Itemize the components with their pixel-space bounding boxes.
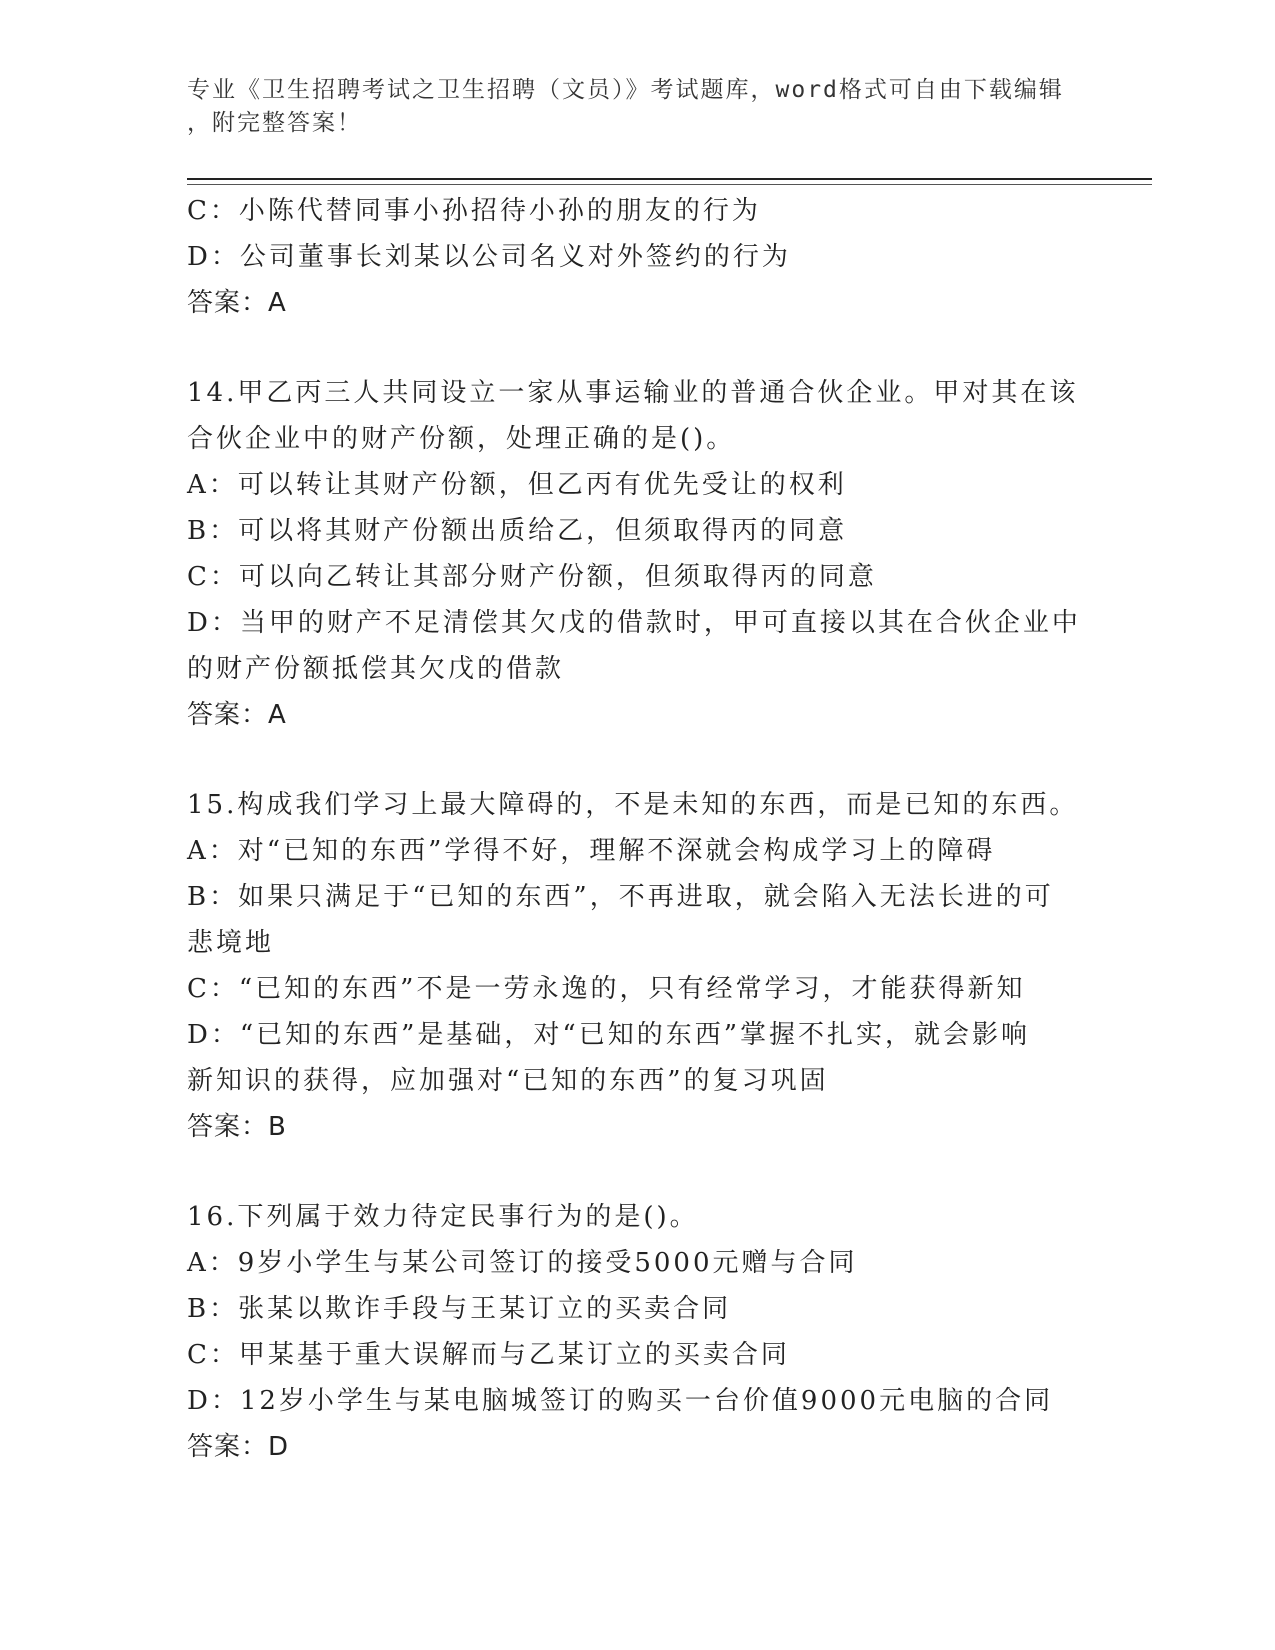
- q16-option-a: A：9岁小学生与某公司签订的接受5000元赠与合同: [187, 1248, 858, 1278]
- q16-stem-line-1: 16.下列属于效力待定民事行为的是()。: [187, 1202, 699, 1232]
- q14-answer: 答案：A: [187, 700, 287, 730]
- q13-option-d: D：公司董事长刘某以公司名义对外签约的行为: [187, 242, 791, 272]
- q15-stem-line-1: 15.构成我们学习上最大障碍的，不是未知的东西，而是已知的东西。: [187, 790, 1079, 820]
- q14-option-d: D：当甲的财产不足清偿其欠戊的借款时，甲可直接以其在合伙企业中: [187, 608, 1081, 638]
- q14-stem-line-2: 合伙企业中的财产份额，处理正确的是()。: [187, 424, 736, 454]
- header-rule-thick: [187, 178, 1152, 180]
- header-rule-thin: [187, 184, 1152, 185]
- q16-option-b: B：张某以欺诈手段与王某订立的买卖合同: [187, 1294, 732, 1324]
- q15-option-b: B：如果只满足于“已知的东西”，不再进取，就会陷入无法长进的可: [187, 882, 1054, 912]
- q15-option-d-cont: 新知识的获得，应加强对“已知的东西”的复习巩固: [187, 1066, 829, 1096]
- q14-option-d-cont: 的财产份额抵偿其欠戊的借款: [187, 654, 565, 684]
- question-list: [187, 188, 1087, 1470]
- document-header: [187, 74, 1067, 140]
- q15-option-c: C：“已知的东西”不是一劳永逸的，只有经常学习，才能获得新知: [187, 974, 1026, 1004]
- question-13-tail: [187, 188, 1087, 326]
- q15-option-b-cont: 悲境地: [187, 928, 275, 958]
- q15-option-d: D：“已知的东西”是基础，对“已知的东西”掌握不扎实，就会影响: [187, 1020, 1031, 1050]
- q15-answer: 答案：B: [187, 1112, 287, 1142]
- question-15: [187, 782, 1087, 1150]
- q14-stem-line-1: 14.甲乙丙三人共同设立一家从事运输业的普通合伙企业。甲对其在该: [187, 378, 1079, 408]
- q14-option-b: B：可以将其财产份额出质给乙，但须取得丙的同意: [187, 516, 848, 546]
- question-14: [187, 370, 1087, 738]
- header-line-2: ，附完整答案！: [187, 110, 362, 136]
- q15-option-a: A：对“已知的东西”学得不好，理解不深就会构成学习上的障碍: [187, 836, 996, 866]
- q13-answer: 答案：A: [187, 288, 287, 318]
- q16-answer: 答案：D: [187, 1432, 290, 1462]
- q16-option-d: D：12岁小学生与某电脑城签订的购买一台价值9000元电脑的合同: [187, 1386, 1054, 1416]
- q16-option-c: C：甲某基于重大误解而与乙某订立的买卖合同: [187, 1340, 790, 1370]
- q13-option-c: C：小陈代替同事小孙招待小孙的朋友的行为: [187, 196, 761, 226]
- header-line-1: 专业《卫生招聘考试之卫生招聘（文员）》考试题库，word格式可自由下载编辑: [187, 77, 1064, 103]
- question-16: [187, 1194, 1087, 1470]
- q14-option-c: C：可以向乙转让其部分财产份额，但须取得丙的同意: [187, 562, 877, 592]
- q14-option-a: A：可以转让其财产份额，但乙丙有优先受让的权利: [187, 470, 847, 500]
